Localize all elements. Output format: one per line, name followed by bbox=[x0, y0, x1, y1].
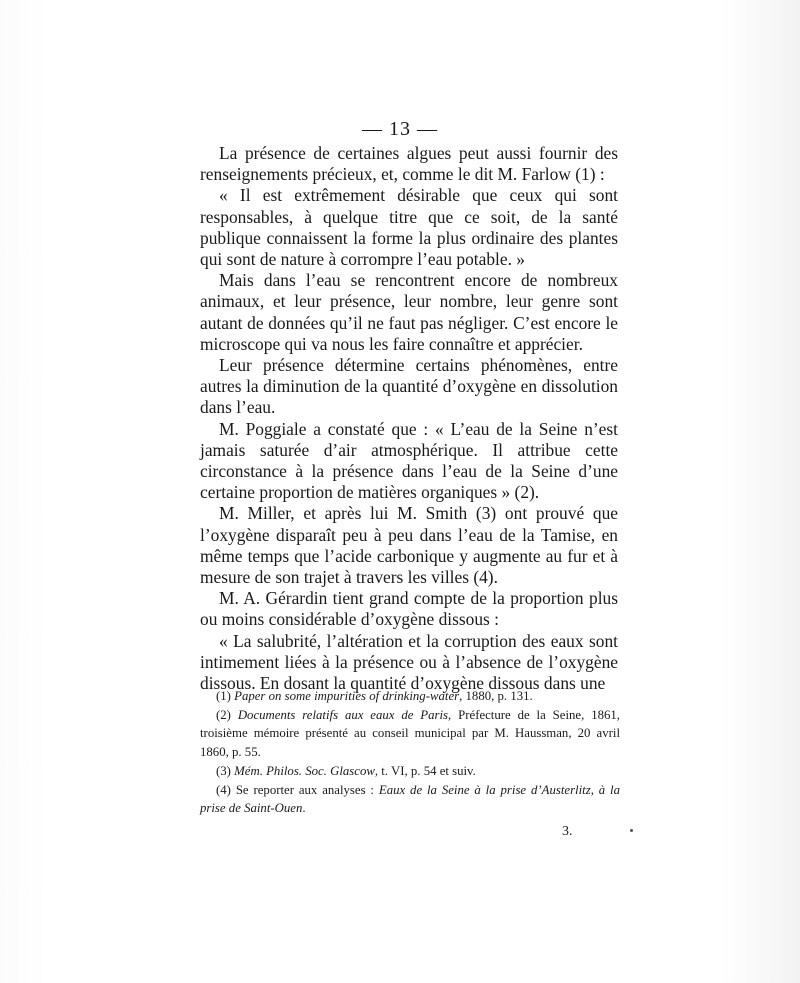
footnote-2 bbox=[200, 706, 620, 762]
footnote-number: (1) bbox=[216, 689, 231, 703]
footnote-3 bbox=[200, 762, 620, 781]
footnote-text: . bbox=[302, 801, 306, 816]
paragraph: « Il est extrêmement désirable que ceux qui sont responsables, à quelque titre que ce soit, de la santé publique connaissent la forme la plus ordinaire des plantes qui sont de nature à corrompre l’eau potable. » bbox=[200, 185, 618, 270]
paragraph: M. Poggiale a constaté que : « L’eau de la Seine n’est jamais saturée d’air atmosphérique. Il attribue cette circonstance à la présence dans l’eau de la Seine d’une certaine proportion de matières organiques » (2). bbox=[200, 418, 618, 503]
footnote-title: Mém. Philos. Soc. Glascow bbox=[234, 763, 375, 778]
paragraph: Leur présence détermine certains phénomènes, entre autres la diminution de la quantité d’oxygène en dissolution dans l’eau. bbox=[200, 355, 618, 418]
footnote-number: (2) bbox=[216, 707, 231, 722]
signature-mark: 3. bbox=[562, 824, 573, 839]
footnotes bbox=[200, 687, 620, 818]
page-number: — 13 — bbox=[362, 118, 438, 140]
footnote-4 bbox=[200, 781, 620, 818]
paragraph: La présence de certaines algues peut aussi fournir des renseignements précieux, et, comme le dit M. Farlow (1) : bbox=[200, 143, 618, 185]
footnote-text: , 1880, p. 131. bbox=[459, 689, 533, 703]
footnote-title: Documents relatifs aux eaux de Paris bbox=[237, 707, 449, 722]
footnote-text: , t. VI, p. 54 et suiv. bbox=[374, 763, 476, 778]
paragraph: M. Miller, et après lui M. Smith (3) ont prouvé que l’oxygène disparaît peu à peu dans l’eau de la Tamise, en même temps que l’acide carbonique y augmente au fur et à mesure de son trajet à travers les villes (4). bbox=[200, 503, 618, 588]
footnote-title: Eaux de la Seine à la prise d’Austerlitz, à la prise de Saint-Ouen bbox=[200, 782, 621, 816]
ink-speck bbox=[630, 829, 633, 832]
footnote-1 bbox=[200, 687, 620, 706]
paragraph: M. A. Gérardin tient grand compte de la proportion plus ou moins considérable d’oxygène dissous : bbox=[200, 588, 618, 630]
footnote-title: Paper on some impurities of drinking-water bbox=[234, 689, 460, 703]
footnote-number: (4) bbox=[216, 782, 231, 797]
footnote-text: , Préfecture de la Seine, 1861, troisième mémoire présenté au conseil municipal par M. Haussman, 20 avril 1860, p. 55. bbox=[200, 707, 620, 760]
paragraph: Mais dans l’eau se rencontrent encore de nombreux animaux, et leur présence, leur nombre, leur genre sont autant de données qu’il ne faut pas négliger. C’est encore le microscope qui va nous les faire connaître et apprécier. bbox=[200, 270, 618, 354]
footnote-number: (3) bbox=[216, 763, 231, 778]
paragraph: « La salubrité, l’altération et la corruption des eaux sont intimement liées à la présence ou à l’absence de l’oxygène dissous. En dosant la quantité d’oxygène dissous dans une bbox=[200, 630, 618, 694]
body-text bbox=[200, 143, 618, 694]
footnote-text: Se reporter aux analyses : bbox=[235, 782, 379, 797]
